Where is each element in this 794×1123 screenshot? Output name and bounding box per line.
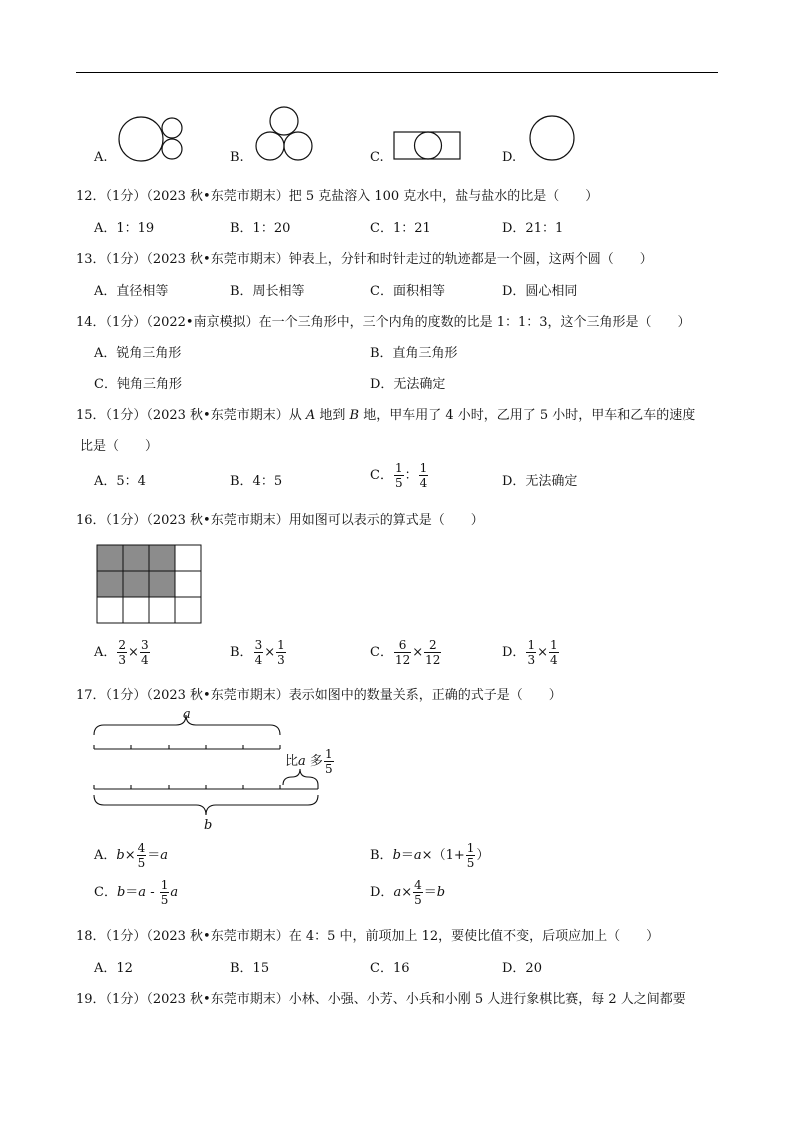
q14-option-d: D．无法确定 [370, 377, 446, 392]
grid-cell [175, 597, 201, 623]
q17-option-b: B．b＝a×（1+ $\frac{1}{5}$ ） [370, 841, 490, 870]
q15-stem: 15．（1分）（2023 秋•东莞市期末）从 A 地到 B 地，甲车用了 4 小时，乙用了 5 小时，甲车和乙车的速度 [76, 408, 696, 423]
grid-cell [175, 571, 201, 597]
q11-option-d-label: D. [502, 150, 517, 165]
grid-cell-shaded [149, 571, 175, 597]
q18-option-c: C．16 [370, 961, 410, 976]
q14-option-a: A．锐角三角形 [94, 346, 182, 361]
grid-cell [97, 597, 123, 623]
q16-option-d: D． $\frac{1}{3}$ × $\frac{1}{4}$ [502, 638, 558, 667]
q13-option-d: D．圆心相同 [502, 284, 578, 299]
q18-stem: 18．（1分）（2023 秋•东莞市期末）在 4：5 中，前项加上 12，要使比值不变，后项应加上（ ） [76, 929, 660, 944]
q16-stem: 16．（1分）（2023 秋•东莞市期末）用如图可以表示的算式是（ ） [76, 513, 484, 528]
q14-option-b: B．直角三角形 [370, 346, 458, 361]
q13-stem: 13．（1分）（2023 秋•东莞市期末）钟表上，分针和时针走过的轨迹都是一个圆，这两个圆（ ） [76, 252, 653, 267]
q11-figure-d [529, 115, 577, 163]
q12-option-d: D．21：1 [502, 221, 564, 236]
q15-option-b: B．4：5 [230, 474, 283, 489]
q18-option-a: A．12 [94, 961, 133, 976]
q16-option-a: A． $\frac{2}{3}$ × $\frac{3}{4}$ [94, 638, 149, 667]
q16-option-b: B． $\frac{3}{4}$ × $\frac{1}{3}$ [230, 638, 285, 667]
q18-option-d: D．20 [502, 961, 542, 976]
grid-cell-shaded [149, 545, 175, 571]
grid-cell [149, 597, 175, 623]
q14-stem: 14．（1分）（2022•南京模拟）在一个三角形中，三个内角的度数的比是 1：1：3，这个三角形是（ ） [76, 315, 691, 330]
grid-cell [175, 545, 201, 571]
header-rule [76, 72, 718, 73]
grid-cell-shaded [123, 545, 149, 571]
q15-option-d: D．无法确定 [502, 474, 578, 489]
q17-option-d: D．a× $\frac{4}{5}$ ＝b [370, 878, 446, 907]
q13-option-b: B．周长相等 [230, 284, 305, 299]
q13-option-a: A．直径相等 [94, 284, 169, 299]
q11-option-a-label: A. [94, 150, 108, 165]
q11-option-c-label: C. [370, 150, 384, 165]
q12-option-a: A．1：19 [94, 221, 155, 236]
grid-cell [123, 597, 149, 623]
q15-option-a: A．5：4 [94, 474, 146, 489]
q11-figure-b [254, 106, 314, 164]
q19-stem: 19．（1分）（2023 秋•东莞市期末）小林、小强、小芳、小兵和小刚 5 人进行象棋比赛，每 2 人之间都要 [76, 992, 686, 1007]
q17-label-b: b [204, 818, 213, 833]
q11-option-b-label: B. [230, 150, 244, 165]
q17-option-c: C．b＝a - $\frac{1}{5}$ a [94, 878, 179, 907]
q13-option-c: C．面积相等 [370, 284, 445, 299]
q17-option-a: A．b× $\frac{4}{5}$ ＝a [94, 841, 169, 870]
grid-cell-shaded [97, 545, 123, 571]
q17-figure-note: 比a 多 $\frac{1}{5}$ [285, 747, 333, 776]
grid-cell-shaded [97, 571, 123, 597]
q15-stem-line2: 比是（ ） [80, 439, 159, 454]
q17-stem: 17．（1分）（2023 秋•东莞市期末）表示如图中的数量关系，正确的式子是（ ） [76, 688, 562, 703]
q16-option-c: C． $\frac{6}{12}$ × $\frac{2}{12}$ [370, 638, 441, 667]
q12-stem: 12．（1分）（2023 秋•东莞市期末）把 5 克盐溶入 100 克水中，盐与盐水的比是（ ） [76, 189, 599, 204]
q17-label-a: a [183, 707, 191, 722]
q11-figure-c [393, 130, 463, 162]
q16-grid-figure [96, 544, 202, 624]
q18-option-b: B．15 [230, 961, 270, 976]
q15-option-c: C． $\frac{1}{5}$ ： $\frac{1}{4}$ [370, 461, 428, 490]
q12-option-b: B．1：20 [230, 221, 291, 236]
q11-figure-a [118, 116, 188, 164]
grid-cell-shaded [123, 571, 149, 597]
q14-option-c: C．钝角三角形 [94, 377, 182, 392]
q12-option-c: C．1：21 [370, 221, 431, 236]
